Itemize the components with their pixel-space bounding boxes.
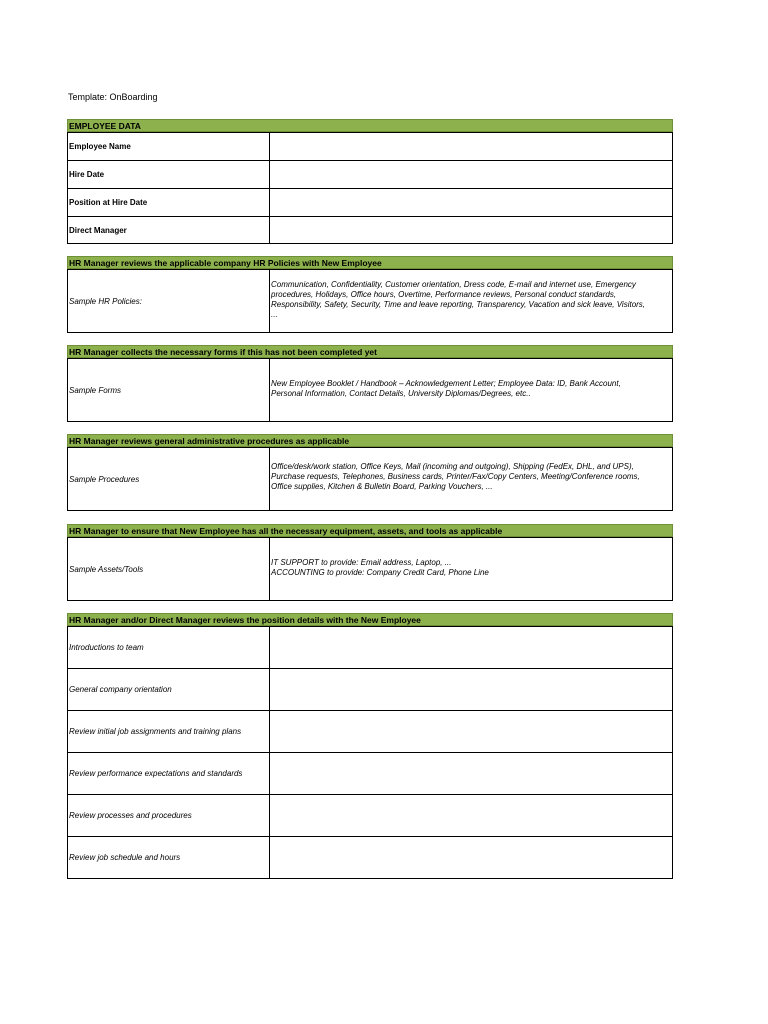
table-row <box>68 753 673 795</box>
position-item-field[interactable] <box>270 753 673 795</box>
hire-date-label: Hire Date <box>68 161 270 189</box>
procedures-table <box>67 447 673 511</box>
table-row <box>68 837 673 879</box>
position-item-label: Introductions to team <box>68 627 270 669</box>
assets-section <box>67 524 673 601</box>
hr-policies-description <box>270 270 673 333</box>
position-item-label: Review job schedule and hours <box>68 837 270 879</box>
position-item-label: Review initial job assignments and training plans <box>68 711 270 753</box>
description-line: Communication, Confidentiality, Customer orientation, Dress code, E-mail and internet use, Emergency <box>271 280 636 289</box>
page-title: Template: OnBoarding <box>68 92 158 102</box>
direct-manager-label: Direct Manager <box>68 217 270 244</box>
position-item-label: Review processes and procedures <box>68 795 270 837</box>
description-line: ACCOUNTING to provide: Company Credit Card, Phone Line <box>271 568 489 577</box>
description-line: procedures, Holidays, Office hours, Overtime, Performance reviews, Personal conduct standards, <box>271 290 617 299</box>
description-line: IT SUPPORT to provide: Email address, Laptop, ... <box>271 558 452 567</box>
description-line: Purchase requests, Telephones, Business cards, Printer/Fax/Copy Centers, Meeting/Conference rooms, <box>271 472 640 481</box>
table-row <box>68 161 673 189</box>
table-row <box>68 627 673 669</box>
description-line: Personal Information, Contact Details, University Diplomas/Degrees, etc.. <box>271 389 531 398</box>
position-item-field[interactable] <box>270 669 673 711</box>
table-row <box>68 538 673 601</box>
procedures-label: Sample Procedures <box>68 448 270 511</box>
forms-description <box>270 359 673 422</box>
procedures-header: HR Manager reviews general administrative procedures as applicable <box>67 434 673 447</box>
table-row <box>68 711 673 753</box>
position-item-field[interactable] <box>270 711 673 753</box>
description-line: ... <box>271 310 278 319</box>
hire-date-field[interactable] <box>270 161 673 189</box>
position-header: HR Manager and/or Direct Manager reviews the position details with the New Employee <box>67 613 673 626</box>
employee-data-section <box>67 119 673 244</box>
table-row <box>68 217 673 244</box>
position-item-field[interactable] <box>270 795 673 837</box>
hr-policies-section <box>67 256 673 333</box>
forms-table <box>67 358 673 422</box>
position-item-field[interactable] <box>270 837 673 879</box>
assets-header: HR Manager to ensure that New Employee has all the necessary equipment, assets, and tools as applicable <box>67 524 673 537</box>
employee-name-label: Employee Name <box>68 133 270 161</box>
table-row <box>68 189 673 217</box>
position-item-label: General company orientation <box>68 669 270 711</box>
hr-policies-label: Sample HR Policies: <box>68 270 270 333</box>
description-line: Office supplies, Kitchen & Bulletin Board, Parking Vouchers, ... <box>271 482 493 491</box>
table-row <box>68 359 673 422</box>
hr-policies-header: HR Manager reviews the applicable company HR Policies with New Employee <box>67 256 673 269</box>
table-row <box>68 270 673 333</box>
direct-manager-field[interactable] <box>270 217 673 244</box>
hr-policies-table <box>67 269 673 333</box>
employee-data-header: EMPLOYEE DATA <box>67 119 673 132</box>
assets-label: Sample Assets/Tools <box>68 538 270 601</box>
employee-name-field[interactable] <box>270 133 673 161</box>
description-line: Office/desk/work station, Office Keys, Mail (incoming and outgoing), Shipping (FedEx, DHL, and UPS), <box>271 462 634 471</box>
position-item-field[interactable] <box>270 627 673 669</box>
table-row <box>68 133 673 161</box>
position-label: Position at Hire Date <box>68 189 270 217</box>
forms-label: Sample Forms <box>68 359 270 422</box>
assets-table <box>67 537 673 601</box>
description-line: Responsibility, Safety, Security, Time and leave reporting, Transparency, Vacation and sick leave, Visitors, <box>271 300 646 309</box>
table-row <box>68 669 673 711</box>
assets-description <box>270 538 673 601</box>
description-line: New Employee Booklet / Handbook – Acknowledgement Letter; Employee Data: ID, Bank Account, <box>271 379 621 388</box>
table-row <box>68 795 673 837</box>
forms-section <box>67 345 673 422</box>
position-item-label: Review performance expectations and standards <box>68 753 270 795</box>
position-field[interactable] <box>270 189 673 217</box>
position-section <box>67 613 673 879</box>
forms-header: HR Manager collects the necessary forms if this has not been completed yet <box>67 345 673 358</box>
procedures-description <box>270 448 673 511</box>
table-row <box>68 448 673 511</box>
procedures-section <box>67 434 673 511</box>
employee-data-table <box>67 132 673 244</box>
position-table <box>67 626 673 879</box>
